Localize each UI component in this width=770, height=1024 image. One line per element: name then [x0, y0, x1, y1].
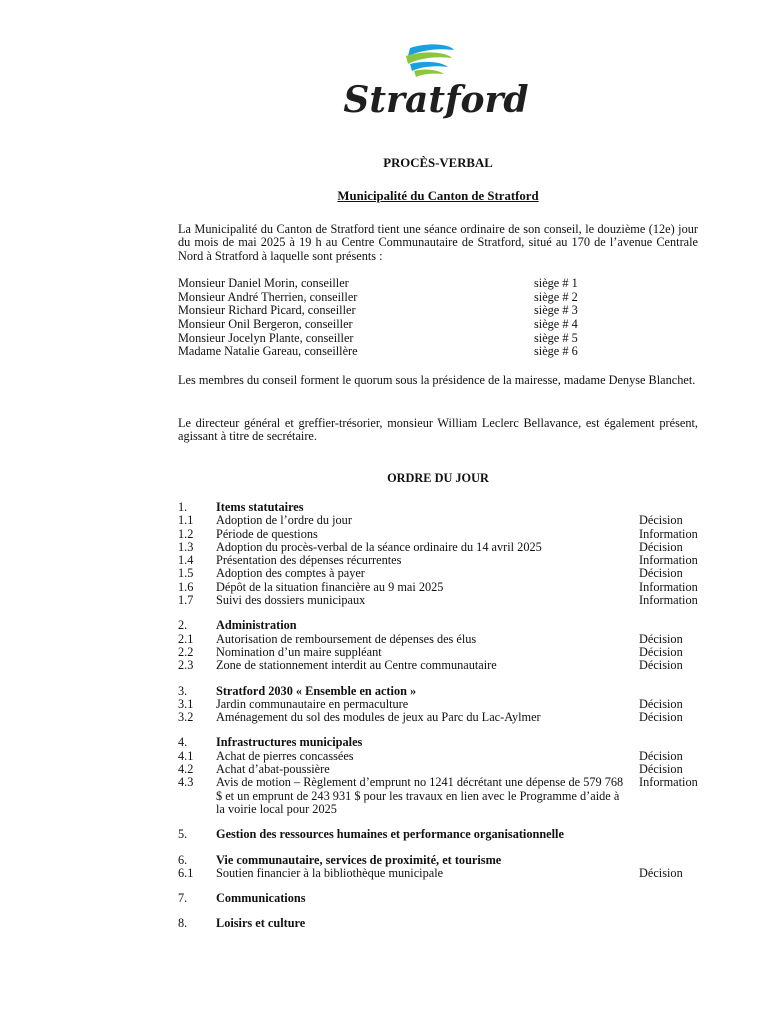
- agenda-item: [178, 554, 718, 567]
- municipality-subtitle: Municipalité du Canton de Stratford: [337, 189, 539, 203]
- agenda-item: [178, 763, 718, 776]
- agenda-section-header: [178, 619, 718, 632]
- member-name: Monsieur Jocelyn Plante, conseiller: [178, 330, 354, 345]
- section-number: 2.: [178, 618, 188, 633]
- item-type: Décision: [639, 658, 683, 673]
- section-number: 1.: [178, 500, 188, 514]
- agenda-section: [178, 828, 718, 841]
- section-title: Stratford 2030 « Ensemble en action »: [216, 683, 417, 698]
- member-seat: siège # 5: [534, 330, 578, 345]
- agenda-section: [178, 619, 718, 672]
- item-type: Décision: [639, 513, 683, 528]
- item-number: 1.7: [178, 593, 194, 608]
- member-row: [178, 291, 698, 305]
- section-number: 6.: [178, 852, 188, 867]
- item-type: Information: [639, 775, 698, 790]
- agenda-item: [178, 514, 718, 527]
- item-number: 1.6: [178, 579, 194, 594]
- item-number: 1.4: [178, 553, 194, 568]
- item-number: 3.2: [178, 710, 194, 725]
- item-label: Adoption des comptes à payer: [216, 566, 365, 581]
- member-name: Monsieur Richard Picard, conseiller: [178, 303, 356, 318]
- member-name: Madame Natalie Gareau, conseillère: [178, 344, 358, 359]
- item-label: Aménagement du sol des modules de jeux au Parc du Lac-Aylmer: [216, 710, 541, 725]
- agenda-section: [178, 917, 718, 930]
- member-seat: siège # 4: [534, 317, 578, 332]
- item-number: 1.2: [178, 526, 194, 541]
- item-label: Adoption de l’ordre du jour: [216, 513, 352, 528]
- agenda-item: [178, 541, 718, 554]
- item-label: Période de questions: [216, 526, 318, 541]
- member-seat: siège # 1: [534, 276, 578, 290]
- agenda-heading: ORDRE DU JOUR: [387, 471, 489, 485]
- item-number: 6.1: [178, 865, 194, 880]
- member-seat: siège # 2: [534, 289, 578, 304]
- item-type: Décision: [639, 865, 683, 880]
- item-label: Présentation des dépenses récurrentes: [216, 553, 402, 568]
- section-title: Vie communautaire, services de proximité, et tourisme: [216, 852, 502, 867]
- agenda-section-header: [178, 736, 718, 749]
- agenda-section-header: [178, 854, 718, 867]
- section-title: Gestion des ressources humaines et performance organisationnelle: [216, 827, 564, 842]
- item-number: 3.1: [178, 696, 194, 711]
- agenda-section-header: [178, 685, 718, 698]
- agenda-section: [178, 854, 718, 881]
- item-type: Information: [639, 553, 698, 568]
- agenda-section: [178, 501, 718, 607]
- member-name: Monsieur Onil Bergeron, conseiller: [178, 317, 353, 332]
- agenda-list: [178, 501, 718, 943]
- item-label: Avis de motion – Règlement d’emprunt no 1241 décrétant une dépense de 579 768 $ et un emprunt de 243 931 $ pour les travaux en lien avec le Programme d’aide à la voirie local pour 2025: [216, 775, 624, 816]
- item-type: Information: [639, 526, 698, 541]
- item-type: Décision: [639, 710, 683, 725]
- agenda-item: [178, 698, 718, 711]
- agenda-item: [178, 867, 718, 880]
- quorum-paragraph: Les membres du conseil forment le quorum sous la présidence de la mairesse, madame Denyse Blanchet.: [178, 373, 696, 387]
- item-label: Zone de stationnement interdit au Centre communautaire: [216, 658, 497, 673]
- item-type: Information: [639, 579, 698, 594]
- item-label: Adoption du procès-verbal de la séance ordinaire du 14 avril 2025: [216, 539, 542, 554]
- agenda-section: [178, 892, 718, 905]
- item-type: Décision: [639, 631, 683, 646]
- item-number: 4.3: [178, 775, 194, 790]
- item-type: Décision: [639, 696, 683, 711]
- agenda-section-header: [178, 501, 718, 514]
- member-seat: siège # 3: [534, 303, 578, 318]
- section-number: 4.: [178, 735, 188, 750]
- item-type: Décision: [639, 644, 683, 659]
- agenda-item: [178, 646, 718, 659]
- item-type: Information: [639, 593, 698, 608]
- item-type: Décision: [639, 762, 683, 777]
- member-name: Monsieur Daniel Morin, conseiller: [178, 276, 349, 290]
- agenda-section: [178, 685, 718, 725]
- item-number: 1.1: [178, 513, 194, 528]
- agenda-item: [178, 711, 718, 724]
- section-title: Administration: [216, 618, 297, 633]
- member-name: Monsieur André Therrien, conseiller: [178, 289, 358, 304]
- member-row: [178, 345, 698, 359]
- agenda-section-header: [178, 892, 718, 905]
- item-type: Décision: [639, 566, 683, 581]
- item-label: Soutien financier à la bibliothèque municipale: [216, 865, 444, 880]
- member-row: [178, 277, 698, 291]
- agenda-item: [178, 528, 718, 541]
- member-row: [178, 318, 698, 332]
- members-list: [178, 277, 698, 359]
- item-number: 4.1: [178, 748, 194, 763]
- item-type: Décision: [639, 539, 683, 554]
- member-row: [178, 304, 698, 318]
- item-number: 2.1: [178, 631, 194, 646]
- director-paragraph: Le directeur général et greffier-trésorier, monsieur William Leclerc Bellavance, est également présent, agissant à titre de secrétaire.: [178, 416, 698, 444]
- agenda-section: [178, 736, 718, 816]
- section-number: 3.: [178, 683, 188, 698]
- agenda-section-header: [178, 828, 718, 841]
- agenda-item: [178, 567, 718, 580]
- item-label: Nomination d’un maire suppléant: [216, 644, 382, 659]
- document-title: PROCÈS-VERBAL: [383, 156, 493, 170]
- member-row: [178, 332, 698, 346]
- item-label: Dépôt de la situation financière au 9 mai 2025: [216, 579, 444, 594]
- section-title: Loisirs et culture: [216, 916, 306, 931]
- item-label: Achat d’abat-poussière: [216, 762, 330, 777]
- item-number: 4.2: [178, 762, 194, 777]
- agenda-item: [178, 594, 718, 607]
- item-number: 2.2: [178, 644, 194, 659]
- section-title: Infrastructures municipales: [216, 735, 363, 750]
- item-number: 1.3: [178, 539, 194, 554]
- section-number: 8.: [178, 916, 188, 931]
- item-label: Jardin communautaire en permaculture: [216, 696, 409, 711]
- item-number: 2.3: [178, 658, 194, 673]
- item-label: Suivi des dossiers municipaux: [216, 593, 366, 608]
- agenda-item: [178, 659, 718, 672]
- section-number: 5.: [178, 827, 188, 842]
- agenda-item: [178, 633, 718, 646]
- item-label: Achat de pierres concassées: [216, 748, 354, 763]
- agenda-item: [178, 750, 718, 763]
- section-title: Communications: [216, 891, 306, 906]
- agenda-item: [178, 581, 718, 594]
- stratford-logo-icon: [343, 40, 529, 126]
- intro-paragraph: La Municipalité du Canton de Stratford tient une séance ordinaire de son conseil, le douzième (12e) jour du mois de mai 2025 à 19 h au Centre Communautaire de Stratford, situé au 170 de l’avenue Centrale Nord à Stratford à laquelle sont présents :: [178, 222, 698, 263]
- section-number: 7.: [178, 891, 188, 906]
- item-label: Autorisation de remboursement de dépenses des élus: [216, 631, 477, 646]
- agenda-item: [178, 776, 718, 816]
- member-seat: siège # 6: [534, 344, 578, 359]
- stratford-logo: [343, 40, 529, 126]
- svg-text:Stratford: Stratford: [343, 79, 529, 121]
- agenda-section-header: [178, 917, 718, 930]
- item-type: Décision: [639, 748, 683, 763]
- item-number: 1.5: [178, 566, 194, 581]
- section-title: Items statutaires: [216, 500, 304, 514]
